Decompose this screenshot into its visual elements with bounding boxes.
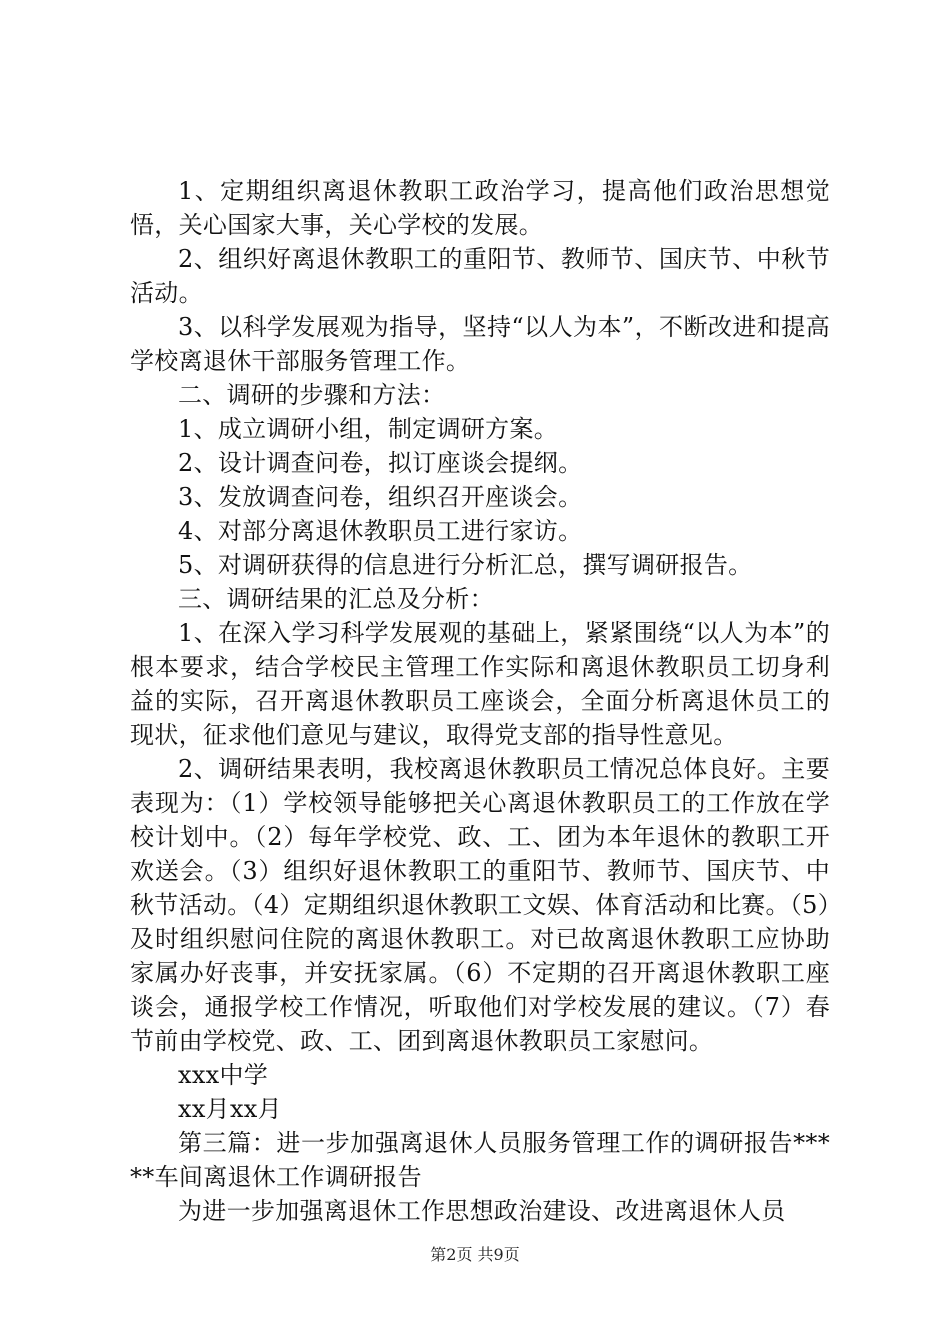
paragraph-goal-2: 2、组织好离退休教职工的重阳节、教师节、国庆节、中秋节活动。 xyxy=(130,245,830,307)
paragraph-intro: 为进一步加强离退休工作思想政治建设、改进离退休人员 xyxy=(178,1197,786,1225)
paragraph-result-1: 1、在深入学习科学发展观的基础上，紧紧围绕“以人为本”的根本要求，结合学校民主管理工作实际和离退休教职员工切身利益的实际，召开离退休教职员工座谈会，全面分析离退休员工的现状，征求他们意见与建议，取得党支部的指导性意见。 xyxy=(130,619,830,749)
paragraph-goal-1: 1、定期组织离退休教职工政治学习，提高他们政治思想觉悟，关心国家大事，关心学校的发展。 xyxy=(130,177,830,239)
section-heading-steps: 二、调研的步骤和方法： xyxy=(178,381,446,409)
paragraph-step-3: 3、发放调查问卷，组织召开座谈会。 xyxy=(178,483,583,511)
signature-date: xx月xx月 xyxy=(178,1095,282,1123)
section-heading-results: 三、调研结果的汇总及分析： xyxy=(178,585,494,613)
chapter-title-part-3: 第三篇：进一步加强离退休人员服务管理工作的调研报告*****车间离退休工作调研报告 xyxy=(130,1129,830,1191)
paragraph-step-1: 1、成立调研小组，制定调研方案。 xyxy=(178,415,559,443)
document-body xyxy=(130,174,830,1228)
paragraph-step-2: 2、设计调查问卷，拟订座谈会提纲。 xyxy=(178,449,583,477)
paragraph-result-2: 2、调研结果表明，我校离退休教职员工情况总体良好。主要表现为：（1）学校领导能够把关心离退休教职员工的工作放在学校计划中。（2）每年学校党、政、工、团为本年退休的教职工开欢送会。（3）组织好退休教职工的重阳节、教师节、国庆节、中秋节活动。（4）定期组织退休教职工文娱、体育活动和比赛。（5）及时组织慰问住院的离退休教职工。对已故离退休教职工应协助家属办好丧事，并安抚家属。（6）不定期的召开离退休教职工座谈会，通报学校工作情况，听取他们对学校发展的建议。（7）春节前由学校党、政、工、团到离退休教职员工家慰问。 xyxy=(130,755,830,1055)
paragraph-goal-3: 3、以科学发展观为指导，坚持“以人为本”，不断改进和提高学校离退休干部服务管理工作。 xyxy=(130,313,830,375)
paragraph-step-4: 4、对部分离退休教职员工进行家访。 xyxy=(178,517,583,545)
paragraph-step-5: 5、对调研获得的信息进行分析汇总，撰写调研报告。 xyxy=(178,551,753,579)
page-number-footer: 第2页 共9页 xyxy=(430,1245,520,1264)
signature-school: xxx中学 xyxy=(178,1061,269,1089)
